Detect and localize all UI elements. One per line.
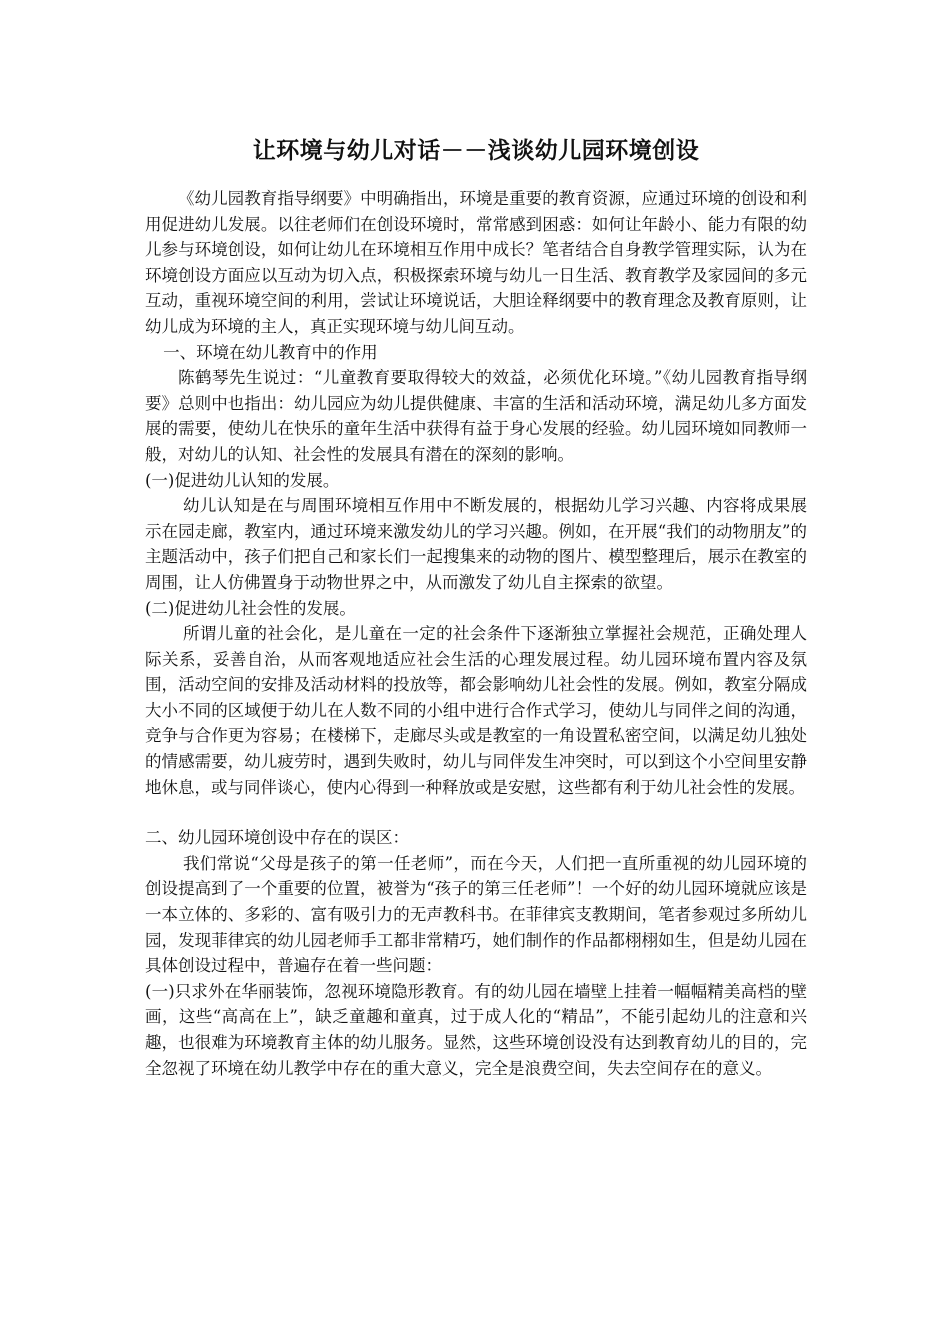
document-body bbox=[145, 136, 807, 1081]
sub3-paragraph: (一)只求外在华丽装饰，忽视环境隐形教育。有的幼儿园在墙壁上挂着一幅幅精美高档的壁画，这些“高高在上”，缺乏童趣和童真，过于成人化的“精品”，不能引起幼儿的注意和兴趣，也很难为环境教育主体的幼儿服务。显然，这些环境创设没有达到教育幼儿的目的，完全忽视了环境在幼儿教学中存在的重大意义，完全是浪费空间，失去空间存在的意义。 bbox=[145, 981, 807, 1078]
document-title: 让环境与幼儿对话－－浅谈幼儿园环境创设 bbox=[252, 137, 700, 164]
sub1-paragraph: 幼儿认知是在与周围环境相互作用中不断发展的，根据幼儿学习兴趣、内容将成果展示在园走廊，教室内，通过环境来激发幼儿的学习兴趣。例如，在开展“我们的动物朋友”的主题活动中，孩子们把自己和家长们一起搜集来的动物的图片、模型整理后，展示在教室的周围，让人仿佛置身于动物世界之中，从而激发了幼儿自主探索的欲望。 bbox=[145, 496, 807, 592]
section2-paragraph: 我们常说“父母是孩子的第一任老师”，而在今天，人们把一直所重视的幼儿园环境的创设提高到了一个重要的位置，被誉为“孩子的第三任老师”！一个好的幼儿园环境就应该是一本立体的、多彩的、富有吸引力的无声教科书。在菲律宾支教期间，笔者参观过多所幼儿园，发现菲律宾的幼儿园老师手工都非常精巧，她们制作的作品都栩栩如生，但是幼儿园在具体创设过程中，普遍存在着一些问题： bbox=[145, 853, 807, 976]
sub2-heading: (二)促进幼儿社会性的发展。 bbox=[145, 598, 356, 618]
intro-paragraph: 《幼儿园教育指导纲要》中明确指出，环境是重要的教育资源，应通过环境的创设和利用促进幼儿发展。以往老师们在创设环境时，常常感到困惑：如何让年龄小、能力有限的幼儿参与环境创设，如何让幼儿在环境相互作用中成长？笔者结合自身教学管理实际，认为在环境创设方面应以互动为切入点，积极探索环境与幼儿一日生活、教育教学及家园间的多元互动，重视环境空间的利用，尝试让环境说话，大胆诠释纲要中的教育理念及教育原则，让幼儿成为环境的主人，真正实现环境与幼儿间互动。 bbox=[145, 189, 807, 336]
sub2-paragraph: 所谓儿童的社会化，是儿童在一定的社会条件下逐渐独立掌握社会规范，正确处理人际关系，妥善自治，从而客观地适应社会生活的心理发展过程。幼儿园环境布置内容及氛围，活动空间的安排及活动材料的投放等，都会影响幼儿社会性的发展。例如，教室分隔成大小不同的区域便于幼儿在人数不同的小组中进行合作式学习，使幼儿与同伴之间的沟通，竞争与合作更为容易；在楼梯下，走廊尽头或是教室的一角设置私密空间，以满足幼儿独处的情感需要，幼儿疲劳时，遇到失败时，幼儿与同伴发生冲突时，可以到这个小空间里安静地休息，或与同伴谈心，使内心得到一种释放或是安慰，这些都有利于幼儿社会性的发展。 bbox=[145, 624, 807, 797]
section1-paragraph: 陈鹤琴先生说过：“儿童教育要取得较大的效益，必须优化环境。”《幼儿园教育指导纲要》总则中也指出：幼儿园应为幼儿提供健康、丰富的生活和活动环境，满足幼儿多方面发展的需要，使幼儿在快乐的童年生活中获得有益于身心发展的经验。幼儿园环境如同教师一般，对幼儿的认知、社会性的发展具有潜在的深刻的影响。 bbox=[145, 368, 807, 464]
sub1-heading: (一)促进幼儿认知的发展。 bbox=[145, 470, 340, 490]
section2-heading: 二、幼儿园环境创设中存在的误区： bbox=[145, 828, 409, 848]
paragraph-gap bbox=[145, 800, 807, 825]
section1-heading: 一、环境在幼儿教育中的作用 bbox=[163, 342, 378, 362]
